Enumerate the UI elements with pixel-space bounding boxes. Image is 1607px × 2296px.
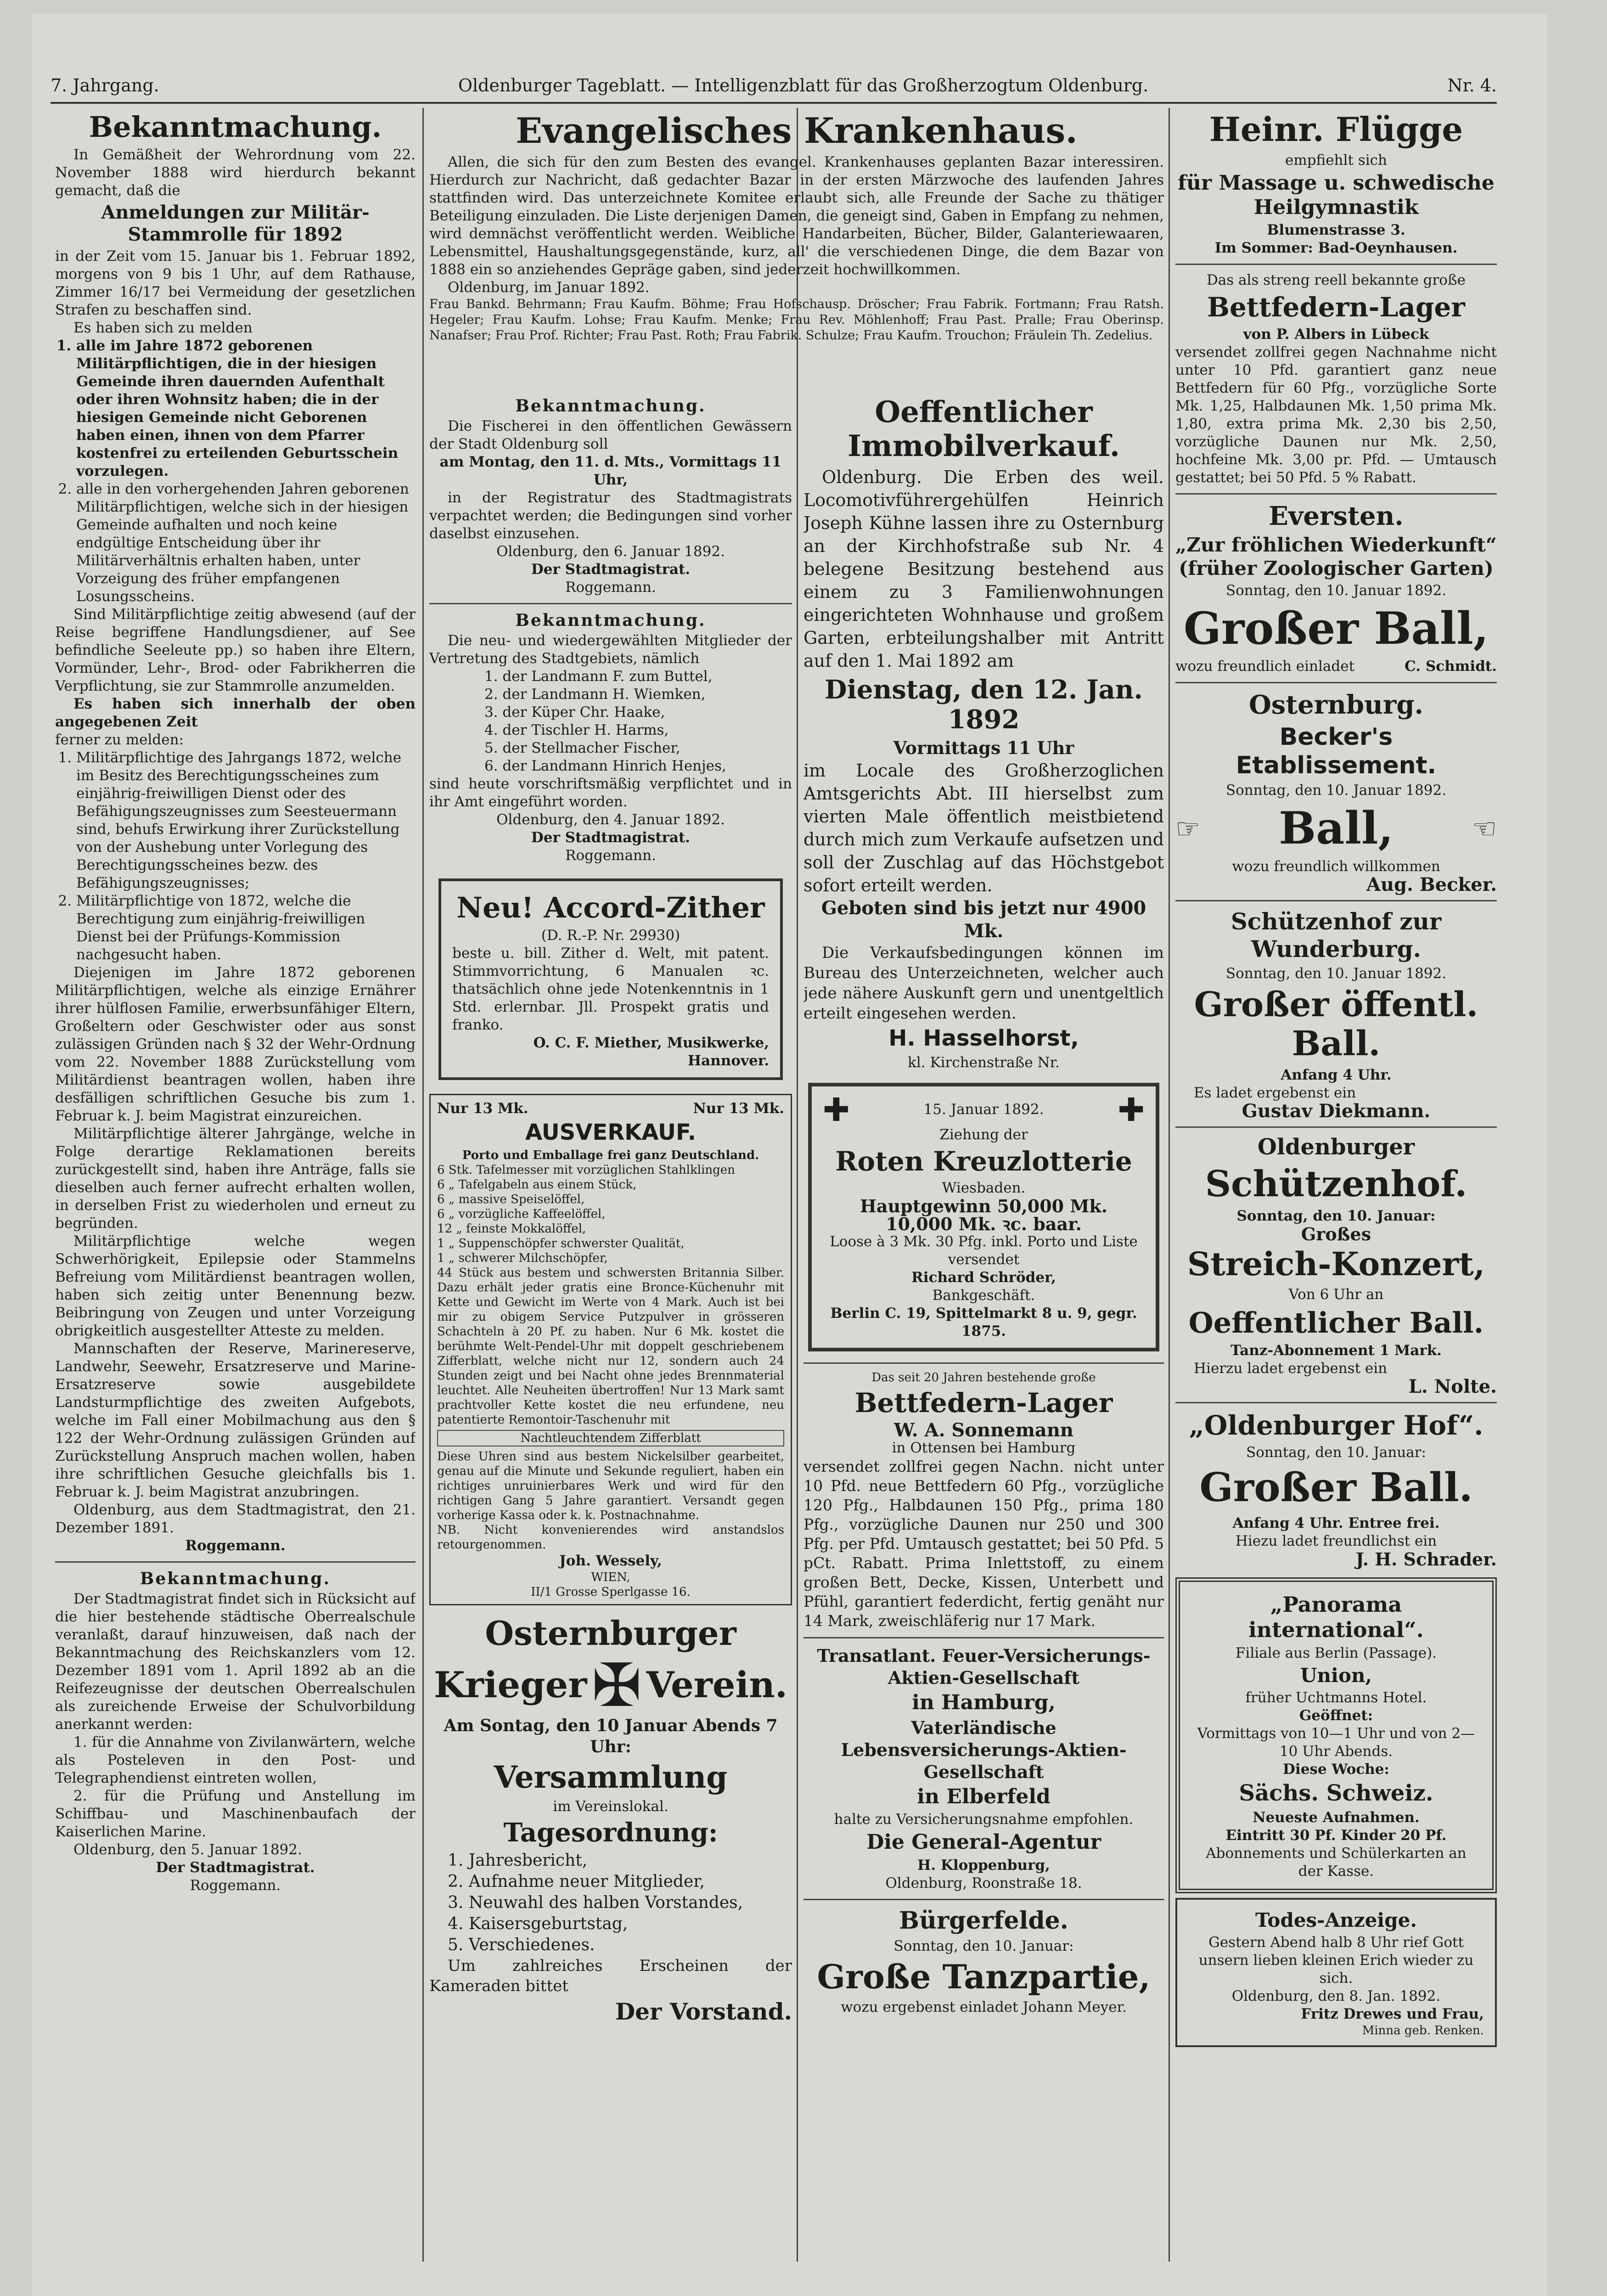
schuetzenhof-great: Großes xyxy=(1301,1224,1371,1245)
sale-notice-time: Vormittags 11 Uhr xyxy=(893,737,1074,758)
eversten-date: Sonntag, den 10. Januar 1892. xyxy=(1225,582,1447,599)
notice-place: Oldenburg, den 5. Januar 1892. xyxy=(73,1841,302,1858)
wunderburg-event: Großer öffentl. Ball. xyxy=(1194,985,1478,1064)
hospital-committee: Frau Bankd. Behrmann; Frau Kaufm. Böhme; Frau Hofschausp. Dröscher; Frau Fabrik. Fortmann; Frau Ratsh. Hegeler; Frau Kaufm. Lohse; Frau Kaufm. Menke; Frau Rev. Möhlenhoff; Frau Past. Pralle; Frau Oberinsp. Nanafser; Frau Prof. Richter; Frau Past. Roth; Frau Fabrik. Schulze; Frau Kaufm. Trouchon; Fräulein Th. Zedelius. xyxy=(429,297,1164,343)
notice-text: Die neu- und wiedergewählten Mitglieder der Vertretung des Stadtgebiets, nämlich xyxy=(429,632,792,667)
wunderburg-signature: Gustav Diekmann. xyxy=(1242,1100,1431,1122)
notice-paragraph: ferner zu melden: xyxy=(55,732,184,748)
column-rule xyxy=(422,108,424,2262)
panorama-open: Geöffnet: xyxy=(1299,1707,1373,1724)
sale-item: 1 „ Suppenschöpfer schwerster Qualität, xyxy=(437,1236,685,1250)
death-signature: Minna geb. Renken. xyxy=(1362,2024,1484,2038)
panorama-title: „Panorama international“. xyxy=(1248,1592,1424,1642)
notice-subhead: Anmeldungen zur Militär-Stammrolle für 1892 xyxy=(101,202,370,246)
sale-notice-offer: Geboten sind bis jetzt nur 4900 Mk. xyxy=(821,897,1146,942)
sale-firm: Joh. Wessely, xyxy=(559,1552,662,1569)
sale-subtitle: Porto und Emballage frei ganz Deutschland. xyxy=(462,1148,759,1162)
zither-title: Neu! Accord-Zither xyxy=(456,891,765,924)
osternburg-event: Ball, xyxy=(1279,802,1393,855)
zither-firm: O. C. F. Miether, Musikwerke, Hannover. xyxy=(533,1035,769,1069)
notice-title: Bekanntmachung. xyxy=(89,110,382,144)
wunderburg-title: Schützenhof zur Wunderburg. xyxy=(1231,907,1442,962)
eversten-name: „Zur fröhlichen Wiederkunft“ (früher Zoologischer Garten) xyxy=(1175,534,1497,580)
notice-item: 1. alle im Jahre 1872 geborenen Militärpflichtigen, die in der hiesigen Gemeinde ihren dauernden Aufenthalt oder ihren Wohnsitz haben; die in der hiesigen Gemeinde nicht Geborenen haben einen, ihnen von dem Pfarrer kostenfrei zu erteilenden Geburtsschein vorzulegen. xyxy=(76,337,416,480)
verein-title: Verein. xyxy=(646,1664,787,1706)
sale-notice-title: Oeffentlicher Immobilverkauf. xyxy=(848,395,1120,463)
iron-cross-icon: ✠ xyxy=(591,1650,642,1720)
insurance-address: Oldenburg, Roonstraße 18. xyxy=(885,1875,1082,1892)
schuetzenhof-event: Streich-Konzert, xyxy=(1187,1245,1485,1283)
pointing-hand-icon: ☜ xyxy=(1472,812,1497,845)
feather-pre: Das seit 20 Jahren bestehende große xyxy=(871,1371,1096,1385)
notice-item: 1. für die Annahme von Zivilanwärtern, welche als Posteleven in den Post- und Telegraphendienst eintreten wollen, xyxy=(55,1734,416,1787)
sale-text: Diese Uhren sind aus bestem Nickelsilber gearbeitet, genau auf die Minute und Sekunde reguliert, haben ein richtiges unruinierbares Werk und wird für den richtigen Gang 5 Jahre garantiert. Versandt gegen vorherige Kassa oder k. k. Postnachnahme. xyxy=(437,1449,784,1522)
panorama-union: Union, xyxy=(1300,1664,1372,1687)
schuetzenhof-title: Oldenburger xyxy=(1257,1134,1415,1160)
member-item: 2. der Landmann H. Wiemken, xyxy=(484,686,706,703)
lottery-city: Wiesbaden. xyxy=(942,1180,1026,1197)
notice-paragraph: Diejenigen im Jahre 1872 geborenen Militärpflichtigen, welche als einzige Ernährer ihrer hülflosen Familie, erwerbsunfähiger Eltern, Großeltern oder Geschwister oder aus sonst zulässigen Gründen nach § 32 der Wehr-Ordnung vom 22. November 1888 Zurückstellung vom Militärdienst beantragen wollen, haben ihre desfälligen schriftlichen Gesuche bis zum 1. Februar k. J. beim Magistrat einzureichen. xyxy=(55,964,416,1125)
verein-title: Osternburger xyxy=(485,1613,736,1653)
osternburg-invite: wozu freundlich willkommen xyxy=(1232,858,1440,875)
sale-notice-signature: H. Hasselhorst, xyxy=(888,1025,1079,1051)
lottery-date: 15. Januar 1892. xyxy=(923,1101,1044,1118)
insurance-agent: Die General-Agentur xyxy=(866,1830,1101,1854)
fluegge-service: für Massage u. schwedische Heilgymnastik xyxy=(1178,171,1495,219)
sale-item: 6 „ vorzügliche Kaffeelöffel, xyxy=(437,1207,606,1221)
oldenburger-hof-title: „Oldenburger Hof“. xyxy=(1189,1410,1483,1441)
zither-patent: (D. R.-P. Nr. 29930) xyxy=(541,927,680,944)
hospital-date: Oldenburg, im Januar 1892. xyxy=(448,279,650,296)
sale-notice-date: Dienstag, den 12. Jan. 1892 xyxy=(825,675,1143,735)
feather-location: in Ottensen bei Hamburg xyxy=(892,1439,1076,1456)
notice-title: Bekanntmachung. xyxy=(515,396,706,416)
sale-note: NB. Nicht konvenierendes wird anstandslos retourgenommen. xyxy=(437,1523,784,1552)
panorama-price: Eintritt 30 Pf. Kinder 20 Pf. xyxy=(1225,1827,1447,1844)
verein-meeting: Versammlung xyxy=(494,1759,728,1795)
wunderburg-invite: Es ladet ergebenst ein xyxy=(1194,1084,1356,1101)
death-notice xyxy=(1175,1898,1497,2047)
member-item: 1. der Landmann F. zum Buttel, xyxy=(484,668,713,685)
death-title: Todes-Anzeige. xyxy=(1255,1908,1417,1931)
insurance-title: Transatlant. Feuer-Versicherungs-Aktien-Gesellschaft xyxy=(817,1645,1151,1688)
insurance-text: halte zu Versicherungsnahme empfohlen. xyxy=(834,1811,1134,1828)
notice-when: in der Zeit vom 15. Januar bis 1. Februar 1892, morgens von 9 bis 1 Uhr, auf dem Rathause, Zimmer 16/17 bei Vermeidung der gesetzlichen Strafen zu beschaffen sind. xyxy=(55,248,416,319)
panorama-hours: Vormittags von 10—1 Uhr und von 2—10 Uhr Abends. xyxy=(1197,1725,1475,1760)
notice-must-report: Es haben sich zu melden xyxy=(73,320,253,337)
notice-item: 1. Militärpflichtige des Jahrgangs 1872, welche im Besitz des Berechtigungsscheines zum einjährig-freiwilligen Dienst oder des Befähigungszeugnisses zum Seesteuermann sind, behufs Erwirkung ihrer Zurückstellung von der Aushebung unter Vorlegung des Berechtigungsscheines bezw. des Befähigungszeugnisses; xyxy=(76,749,416,892)
member-item: 6. der Landmann Hinrich Henjes, xyxy=(484,758,726,774)
fluegge-address: Blumenstrasse 3. xyxy=(1267,222,1405,239)
eversten-title: Eversten. xyxy=(1269,501,1404,532)
event-name: Große Tanzpartie, xyxy=(817,1957,1151,1996)
member-item: 5. der Stellmacher Fischer, xyxy=(484,740,680,756)
fluegge-summer: Im Sommer: Bad-Oeynhausen. xyxy=(1214,240,1458,257)
schuetzenhof-signature: L. Nolte. xyxy=(1408,1376,1497,1398)
schuetzenhof-subscription: Tanz-Abonnement 1 Mark. xyxy=(1231,1342,1442,1359)
agenda-item: 4. Kaisersgeburtstag, xyxy=(448,1914,628,1933)
schuetzenhof-ball: Oeffentlicher Ball. xyxy=(1188,1306,1484,1339)
notice-text: sind heute vorschriftsmäßig verpflichtet und in ihr Amt eingeführt worden. xyxy=(429,776,792,810)
sale-ad xyxy=(429,1094,792,1605)
fluegge-title: Heinr. Flügge xyxy=(1209,110,1463,149)
insurance-city: in Hamburg, xyxy=(912,1690,1056,1714)
zither-ad xyxy=(438,878,783,1080)
volume-label: 7. Jahrgang. xyxy=(51,75,159,96)
sale-notice-text: Die Verkaufsbedingungen können im Bureau des Unterzeichneten, welcher auch jede nähere Auskunft gern und unentgeltlich erteilt eingesehen werden. xyxy=(804,943,1164,1023)
notice-paragraph: Militärpflichtige älterer Jahrgänge, welche in Folge derartige Reklamationen bereits zurückgestellt sind, haben ihre Anträge, falls sie dieselben auch ferner aufrecht erhalten wollen, in derselben Frist zu wiederholen und erneut zu begründen. xyxy=(55,1125,416,1232)
notice-place: Oldenburg, aus dem Stadtmagistrat, den 21. Dezember 1891. xyxy=(55,1502,416,1536)
wunderburg-time: Anfang 4 Uhr. xyxy=(1281,1066,1392,1083)
oldenburger-hof-date: Sonntag, den 10. Januar: xyxy=(1246,1444,1427,1461)
lottery-draw: Ziehung der xyxy=(939,1126,1028,1143)
eversten-event: Großer Ball, xyxy=(1183,602,1489,655)
sale-night: Nachtleuchtendem Zifferblatt xyxy=(437,1430,784,1446)
notice-office: Der Stadtmagistrat. xyxy=(531,561,691,578)
notice-signature: Roggemann. xyxy=(185,1537,286,1554)
osternburg-name: Becker's Etablissement. xyxy=(1236,723,1437,780)
notice-title: Bekanntmachung. xyxy=(140,1569,331,1589)
sale-item: 6 Stk. Tafelmesser mit vorzüglichen Stahlklingen xyxy=(437,1163,735,1177)
notice-intro: In Gemäßheit der Wehrordnung vom 22. November 1888 wird hierdurch bekannt gemacht, daß die xyxy=(55,146,416,199)
lottery-address: Berlin C. 19, Spittelmarkt 8 u. 9, gegr. 1875. xyxy=(830,1305,1137,1340)
notice-place: Oldenburg, den 6. Januar 1892. xyxy=(496,543,725,560)
zither-text: beste u. bill. Zither d. Welt, mit patent. Stimmvorrichtung, 6 Manualen ꝛc. thatsächlich ohne jede Notenkenntnis in 1 Std. erlernbar. Jll. Prospekt gratis und franko. xyxy=(452,945,769,1034)
oldenburger-hof-signature: J. H. Schrader. xyxy=(1355,1548,1497,1570)
notice-item: 2. Militärpflichtige von 1872, welche die Berechtigung zum einjährig-freiwilligen Dienst bei der Prüfungs-Kommission nachgesucht haben. xyxy=(76,892,416,964)
notice-text: Die Fischerei in den öffentlichen Gewässern der Stadt Oldenburg soll xyxy=(429,418,792,452)
osternburg-signature: Aug. Becker. xyxy=(1366,873,1497,895)
eversten-invite: wozu freundlich einladet xyxy=(1175,658,1355,675)
sale-price-left: Nur 13 Mk. xyxy=(437,1100,528,1117)
red-cross-icon: ✚ xyxy=(823,1091,850,1129)
masthead-line: Oldenburger Tageblatt. — Intelligenzblatt für das Großherzogtum Oldenburg. xyxy=(458,75,1149,96)
sale-title: AUSVERKAUF. xyxy=(525,1120,696,1146)
sale-text: 44 Stück aus bestem und schwersten Britannia Silber. Dazu erhält jeder gratis eine Bronce-Küchenuhr mit Kette und Gewicht im Werte von 4 Mark. Auch ist bei mir zu obigem Service Putzpulver in grösseren Schachteln à 20 Pf. zu haben. Nur 6 Mk. kostet die berühmte Welt-Pendel-Uhr mit doppelt geschriebenem Zifferblatt, welche nicht nur 12, sondern auch 24 Stunden zeigt und bei Nacht ohne jedes Brennmaterial leuchtet. Alle Neuheiten übertroffen! Nur 13 Mark samt prachtvoller Kette kostet die neu erfundene, neu patentierte Remontoir-Taschenuhr mit xyxy=(437,1266,784,1427)
oldenburger-hof-invite: Hiezu ladet freundlichst ein xyxy=(1235,1532,1437,1549)
panorama-former: früher Uchtmanns Hotel. xyxy=(1245,1689,1427,1706)
feather-text: versendet zollfrei gegen Nachn. nicht unter 10 Pfd. neue Bettfedern 60 Pfg., vorzügliche 120 Pfg., Halbdaunen 150 Pfg., prima 180 Pfg., vorzügliche Daunen nur 250 und 300 Pfg. per Pfd. Umtausch gestattet; bei 50 Pfd. 5 pCt. Rabatt. Prima Inlettstoff, zu einem großen Bett, Decke, Kissen, Unterbett und Pfühl, garantiert federdicht, fertig genäht nur 14 Mark, zweischläferig nur 17 Mark. xyxy=(804,1457,1164,1630)
lottery-firm: Bankgeschäft. xyxy=(932,1287,1035,1304)
pointing-hand-icon: ☞ xyxy=(1175,812,1200,845)
notice-paragraph: Sind Militärpflichtige zeitig abwesend (auf der Reise begriffene Handlungsdiener, auf See befindliche Seeleute pp.) so haben ihre Eltern, Vormünder, Lehr-, Brod- oder Fabrikherren die Verpflichtung, sie zur Stammrolle anzumelden. xyxy=(55,606,416,695)
sale-item: 6 „ Tafelgabeln aus einem Stück, xyxy=(437,1177,637,1192)
hospital-title: Evangelisches Krankenhaus. xyxy=(516,110,1078,151)
fluegge-text: empfiehlt sich xyxy=(1285,152,1387,169)
agenda-item: 3. Neuwahl des halben Vorstandes, xyxy=(448,1893,743,1912)
lottery-title: Roten Kreuzlotterie xyxy=(835,1145,1132,1177)
osternburg-date: Sonntag, den 10. Januar 1892. xyxy=(1225,782,1447,799)
lottery-text: Loose à 3 Mk. 30 Pfg. inkl. Porto und Liste versendet xyxy=(830,1233,1138,1268)
feather-title: Bettfedern-Lager xyxy=(854,1387,1113,1419)
verein-signature: Der Vorstand. xyxy=(615,1998,792,2025)
notice-paragraph: Es haben sich innerhalb der oben angegebenen Zeit xyxy=(55,696,416,731)
panorama-show: Sächs. Schweiz. xyxy=(1239,1780,1433,1806)
panorama-subtitle: Filiale aus Berlin (Passage). xyxy=(1235,1644,1437,1661)
lottery-prize: Hauptgewinn 50,000 Mk. xyxy=(860,1196,1107,1217)
panorama-new: Neueste Aufnahmen. xyxy=(1253,1809,1420,1826)
notice-office: Der Stadtmagistrat. xyxy=(531,829,691,846)
notice-office: Der Stadtmagistrat. xyxy=(156,1859,315,1876)
lottery-ad xyxy=(808,1083,1159,1352)
bl-pre: Das als streng reell bekannte große xyxy=(1206,272,1466,289)
sale-price-right: Nur 13 Mk. xyxy=(693,1100,784,1117)
notice-item: 2. für die Prüfung und Anstellung im Schiffbau- und Maschinenbaufach der Kaiserlichen Marine. xyxy=(55,1788,416,1840)
sale-address: II/1 Grosse Sperlgasse 16. xyxy=(531,1585,691,1599)
bl-firm: von P. Albers in Lübeck xyxy=(1243,326,1429,343)
notice-signature: Roggemann. xyxy=(190,1877,281,1894)
notice-signature: Roggemann. xyxy=(565,579,656,596)
verein-text: Um zahlreiches Erscheinen der Kameraden bittet xyxy=(429,1956,792,1995)
wunderburg-date: Sonntag, den 10. Januar 1892. xyxy=(1225,965,1447,982)
event-title: Bürgerfelde. xyxy=(899,1907,1068,1935)
notice-text: in der Registratur des Stadtmagistrats verpachtet werden; die Bedingungen sind vorher daselbst einzusehen. xyxy=(429,490,792,542)
member-item: 3. der Küper Chr. Haake, xyxy=(484,704,665,720)
bl-title: Bettfedern-Lager xyxy=(1207,292,1465,323)
column-1 xyxy=(55,108,416,1895)
notice-signature: Roggemann. xyxy=(565,847,656,864)
hospital-notice xyxy=(429,108,1164,393)
feather-firm: W. A. Sonnemann xyxy=(893,1419,1073,1441)
death-text: Gestern Abend halb 8 Uhr rief Gott unsern lieben kleinen Erich wieder zu sich. xyxy=(1198,1934,1474,1987)
verein-date: Am Sontag, den 10 Januar Abends 7 Uhr: xyxy=(444,1716,778,1756)
panorama-ad xyxy=(1175,1577,1497,1893)
notice-item: 2. alle in den vorhergehenden Jahren geborenen Militärpflichtigen, welche sich in der hiesigen Gemeinde aufhalten und noch keine endgültige Entscheidung über ihr Militärverhältnis erhalten haben, unter Vorzeigung des früher empfangenen Losungsscheins. xyxy=(76,480,416,606)
event-invite: wozu ergebenst einladet Johann Meyer. xyxy=(841,1999,1127,2016)
agenda-item: 2. Aufnahme neuer Mitglieder, xyxy=(448,1872,705,1891)
column-rule xyxy=(1169,108,1170,2262)
schuetzenhof-date: Sonntag, den 10. Januar: xyxy=(1236,1208,1436,1225)
osternburg-title: Osternburg. xyxy=(1248,690,1424,720)
death-place: Oldenburg, den 8. Jan. 1892. xyxy=(1231,1988,1441,2005)
notice-title: Bekanntmachung. xyxy=(515,611,706,630)
member-item: 4. der Tischler H. Harms, xyxy=(484,722,669,738)
panorama-text: Abonnements und Schülerkarten an der Kasse. xyxy=(1206,1845,1467,1880)
event-date: Sonntag, den 10. Januar: xyxy=(893,1937,1074,1954)
death-signature: Fritz Drewes und Frau, xyxy=(1301,2006,1484,2023)
notice-paragraph: Der Stadtmagistrat findet sich in Rücksicht auf die hier bestehende städtische Oberrealschule veranlaßt, darauf hinzuweisen, daß nach der Bekanntmachung des Reichskanzlers vom 12. Dezember 1891 vom 1. April 1892 ab an die Reifezeugnisse der deutschen Oberrealschulen als zureichende Erweise der Schulvorbildung anerkannt werden: xyxy=(55,1591,416,1733)
schuetzenhof-name: Schützenhof. xyxy=(1205,1163,1467,1205)
verein-ad xyxy=(429,1615,792,2026)
agenda-item: 5. Verschiedenes. xyxy=(448,1935,595,1954)
notice-paragraph: Mannschaften der Reserve, Marinereserve, Landwehr, Seewehr, Ersatzreserve und Marine-Ersatzreserve sowie ausgebildete Landsturmpflichtige des zweiten Aufgebots, welche im Fall einer Mobilmachung aus den § 122 der Wehr-Ordnung zulässigen Gründen auf Zurückstellung Anspruch machen wollen, haben ihre schriftlichen Gesuche gleichfalls bis 1. Februar k. J. beim Magistrat anzubringen. xyxy=(55,1340,416,1501)
page-header xyxy=(51,69,1497,104)
sale-notice-text: im Locale des Großherzoglichen Amtsgerichts Abt. III hierselbst zum vierten Male öffentlich meistbietend durch mich zum Verkaufe aufsetzen und soll der Zuschlag auf das Höchstgebot sofort erteilt werden. xyxy=(804,760,1164,895)
hospital-text: Allen, die sich für den zum Besten des evangel. Krankenhauses geplanten Bazar interessiren. Hierdurch zur Nachricht, daß gedachter Bazar in der ersten Märzwoche des laufenden Jahres stattfinden wird. Das unterzeichnete Komitee erlaubt sich, alle Freunde der Sache zu thätiger Beteiligung einzuladen. Die Liste derjenigen Damen, die geneigt sind, Gaben in Empfang zu nehmen, wird demnächst veröffentlicht werden. Weibliche Handarbeiten, Bücher, Bilder, Galanteriewaaren, Lebensmittel, Haushaltungsgegenstände, kurz, all' die verschiedenen Dinge, die dem Bazar von 1888 ein so anziehendes Gepräge gaben, sind jederzeit hochwillkommen. xyxy=(429,154,1164,278)
sale-notice-address: kl. Kirchenstraße Nr. xyxy=(908,1054,1060,1071)
lottery-prize: 10,000 Mk. ꝛc. baar. xyxy=(886,1214,1082,1235)
schuetzenhof-time: Von 6 Uhr an xyxy=(1288,1286,1384,1303)
bl-text: versendet zollfrei gegen Nachnahme nicht unter 10 Pfd. garantiert ganz neue Bettfedern für 60 Pfg., vorzügliche Sorte Mk. 1,25, Halbdaunen Mk. 1,50 prima Mk. 1,80, extra prima Mk. 2,30 bis 2,50, vorzügliche Daunen nur Mk. 2,50, hochfeine Mk. 3,00 pr. Pfd. — Umtausch gestattet; bei 50 Pfd. 5 % Rabatt. xyxy=(1175,344,1497,486)
insurance-city: in Elberfeld xyxy=(917,1784,1051,1808)
insurance-name: H. Kloppenburg, xyxy=(917,1857,1050,1874)
insurance-title: Vaterländische Lebensversicherungs-Aktien-Gesellschaft xyxy=(841,1717,1127,1782)
column-rule xyxy=(797,108,798,2262)
oldenburger-hof-time: Anfang 4 Uhr. Entree frei. xyxy=(1232,1514,1440,1531)
verein-agenda-title: Tagesordnung: xyxy=(503,1817,718,1848)
notice-paragraph: Militärpflichtige welche wegen Schwerhörigkeit, Epilepsie oder Stammelns Befreiung vom Militärdienst beantragen wollen, haben sich zeitig unter Benennung bezw. Beibringung von Zeugen und unter Vorzeigung obrigkeitlich ausgestellter Atteste zu melden. xyxy=(55,1233,416,1339)
agenda-item: 1. Jahresbericht, xyxy=(448,1851,588,1870)
eversten-signature: C. Schmidt. xyxy=(1405,658,1497,675)
schuetzenhof-invite: Hierzu ladet ergebenst ein xyxy=(1194,1360,1388,1377)
red-cross-icon: ✚ xyxy=(1118,1091,1145,1129)
sale-item: 12 „ feinste Mokkalöffel, xyxy=(437,1221,586,1236)
panorama-week: Diese Woche: xyxy=(1283,1761,1389,1778)
verein-title: Krieger xyxy=(434,1664,587,1706)
oldenburger-hof-event: Großer Ball. xyxy=(1199,1464,1473,1511)
sale-item: 1 „ schwerer Milchschöpfer, xyxy=(437,1251,608,1265)
column-3 xyxy=(804,393,1164,2262)
sale-city: WIEN, xyxy=(591,1570,630,1584)
sale-notice-text: Oldenburg. Die Erben des weil. Locomotivführergehülfen Heinrich Joseph Kühne lassen ihre zu Osternburg an der Kirchhofstraße sub Nr. 4 belegene Besitzung bestehend aus einem zu 3 Familienwohnungen eingerichteten Wohnhause und großem Garten, erbteilungshalber mit Antritt auf den 1. Mai 1892 am xyxy=(804,467,1164,671)
issue-number: Nr. 4. xyxy=(1447,75,1497,96)
sale-item: 6 „ massive Speiselöffel, xyxy=(437,1192,585,1206)
column-2 xyxy=(429,393,792,2262)
verein-location: im Vereinslokal. xyxy=(553,1798,669,1815)
notice-place: Oldenburg, den 4. Januar 1892. xyxy=(496,811,725,828)
notice-date: am Montag, den 11. d. Mts., Vormittags 11 Uhr, xyxy=(439,454,782,488)
lottery-firm: Richard Schröder, xyxy=(911,1269,1056,1286)
column-4 xyxy=(1175,108,1497,2262)
